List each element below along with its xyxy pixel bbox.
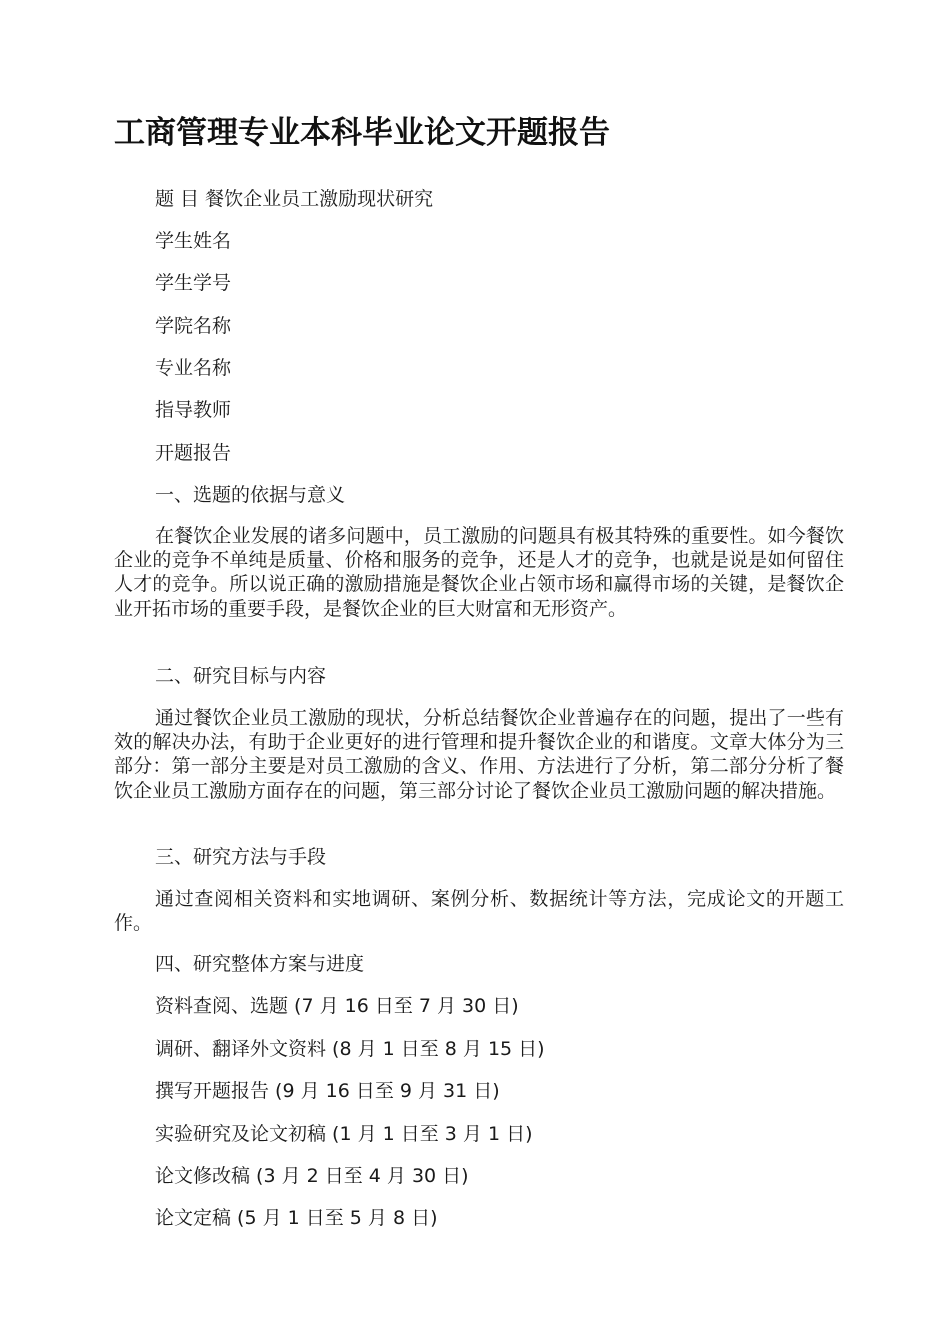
- section-1-heading: 一、选题的依据与意义: [155, 484, 346, 506]
- student-id-label: 学生学号: [155, 272, 232, 294]
- report-label: 开题报告: [155, 442, 232, 464]
- section-3-body: 通过查阅相关资料和实地调研、案例分析、数据统计等方法，完成论文的开题工作。: [114, 888, 844, 935]
- section-2-heading: 二、研究目标与内容: [155, 665, 327, 687]
- schedule-item: 撰写开题报告 (9 月 16 日至 9 月 31 日): [155, 1080, 500, 1102]
- section-2-body: 通过餐饮企业员工激励的现状，分析总结餐饮企业普遍存在的问题，提出了一些有效的解决办法，有助于企业更好的进行管理和提升餐饮企业的和谐度。文章大体分为三部分：第一部分主要是对员工激励的含义、作用、方法进行了分析，第二部分分析了餐饮企业员工激励方面存在的问题，第三部分讨论了餐饮企业员工激励问题的解决措施。: [114, 707, 844, 802]
- topic-line: 题 目 餐饮企业员工激励现状研究: [155, 188, 434, 210]
- schedule-item: 调研、翻译外文资料 (8 月 1 日至 8 月 15 日): [155, 1038, 545, 1060]
- schedule-item: 论文修改稿 (3 月 2 日至 4 月 30 日): [155, 1165, 469, 1187]
- student-name-label: 学生姓名: [155, 230, 232, 252]
- major-label: 专业名称: [155, 357, 232, 379]
- schedule-item: 论文定稿 (5 月 1 日至 5 月 8 日): [155, 1207, 438, 1229]
- section-3-heading: 三、研究方法与手段: [155, 846, 327, 868]
- schedule-item: 实验研究及论文初稿 (1 月 1 日至 3 月 1 日): [155, 1123, 533, 1145]
- section-4-heading: 四、研究整体方案与进度: [155, 953, 365, 975]
- schedule-item: 资料查阅、选题 (7 月 16 日至 7 月 30 日): [155, 995, 519, 1017]
- section-1-body: 在餐饮企业发展的诸多问题中，员工激励的问题具有极其特殊的重要性。如今餐饮企业的竞争不单纯是质量、价格和服务的竞争，还是人才的竞争，也就是说是如何留住人才的竞争。所以说正确的激励措施是餐饮企业占领市场和赢得市场的关键，是餐饮企业开拓市场的重要手段，是餐饮企业的巨大财富和无形资产。: [114, 525, 844, 620]
- advisor-label: 指导教师: [155, 399, 232, 421]
- college-label: 学院名称: [155, 315, 232, 337]
- document-title: 工商管理专业本科毕业论文开题报告: [114, 115, 610, 151]
